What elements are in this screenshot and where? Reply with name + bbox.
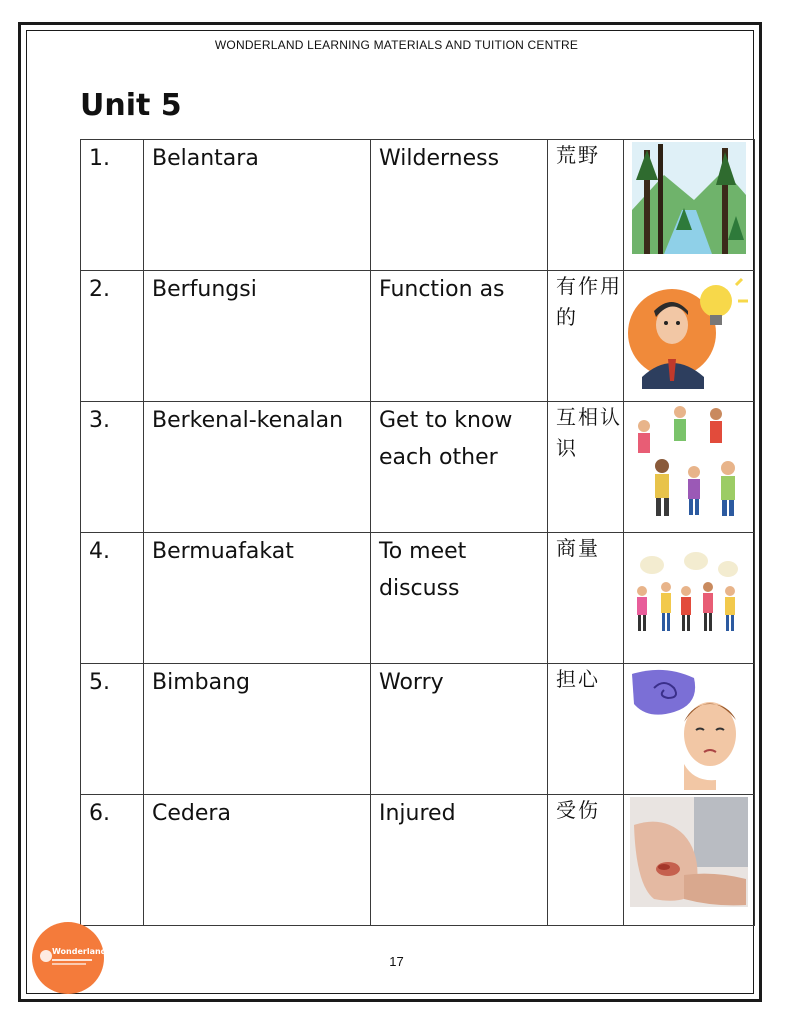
svg-text:Wonderland: Wonderland (52, 947, 106, 956)
table-row (81, 140, 755, 271)
worried-man-picture (624, 664, 755, 795)
table-row (81, 271, 755, 402)
centre-header: WONDERLAND LEARNING MATERIALS AND TUITION CENTRE (214, 38, 579, 52)
malay-word: Bermuafakat (144, 533, 371, 664)
people-greeting-picture (624, 402, 755, 533)
man-with-lightbulb-picture (624, 271, 755, 402)
chinese-meaning: 商量 (548, 533, 624, 664)
table-row (81, 795, 755, 926)
row-number: 2. (81, 271, 144, 402)
english-meaning: Function as (371, 271, 548, 402)
malay-word: Bimbang (144, 664, 371, 795)
group-discussion-picture (624, 533, 755, 664)
english-meaning: Wilderness (371, 140, 548, 271)
english-meaning: Injured (371, 795, 548, 926)
english-meaning: Worry (371, 664, 548, 795)
unit-title: Unit 5 (80, 88, 182, 123)
vocabulary-table (80, 139, 755, 926)
row-number: 5. (81, 664, 144, 795)
table-row (81, 664, 755, 795)
chinese-meaning: 担心 (548, 664, 624, 795)
row-number: 6. (81, 795, 144, 926)
page-number: 17 (389, 954, 404, 969)
forest-wilderness-picture (624, 140, 755, 271)
chinese-meaning: 有作用的 (548, 271, 624, 402)
row-number: 1. (81, 140, 144, 271)
injured-elbow-picture (624, 795, 755, 926)
row-number: 3. (81, 402, 144, 533)
malay-word: Berfungsi (144, 271, 371, 402)
chinese-meaning: 互相认识 (548, 402, 624, 533)
row-number: 4. (81, 533, 144, 664)
malay-word: Berkenal-kenalan (144, 402, 371, 533)
english-meaning: Get to know each other (371, 402, 548, 533)
table-row (81, 402, 755, 533)
chinese-meaning: 荒野 (548, 140, 624, 271)
malay-word: Belantara (144, 140, 371, 271)
table-row (81, 533, 755, 664)
english-meaning: To meet discuss (371, 533, 548, 664)
malay-word: Cedera (144, 795, 371, 926)
chinese-meaning: 受伤 (548, 795, 624, 926)
